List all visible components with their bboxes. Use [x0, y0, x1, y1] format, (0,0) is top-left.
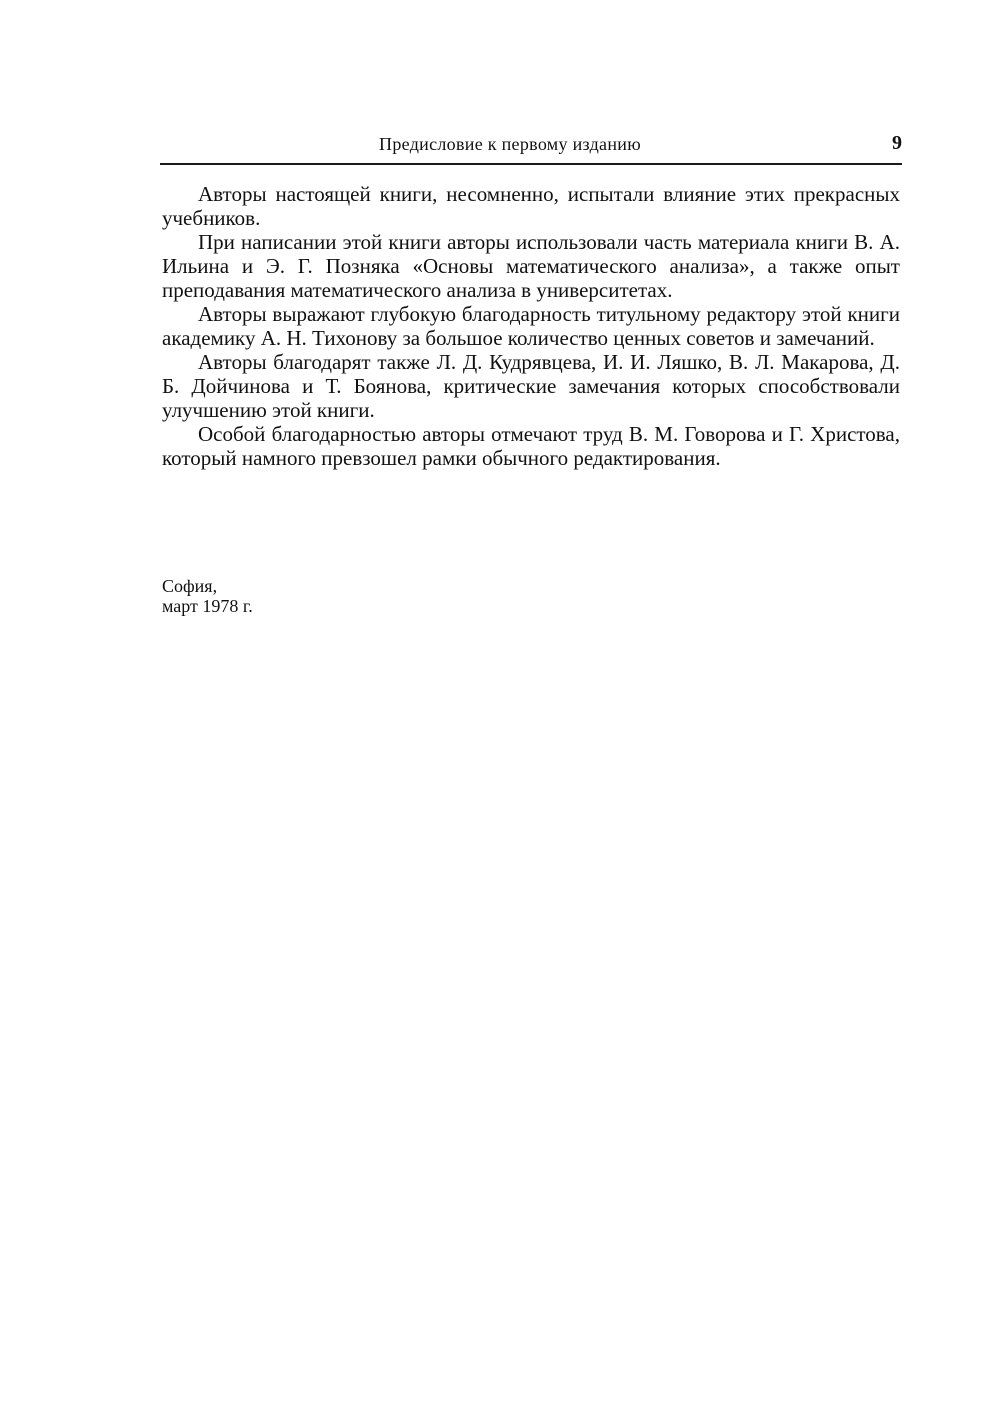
- signature-place: София,: [162, 576, 218, 596]
- paragraph-4: Авторы благодарят также Л. Д. Кудрявцева, И. И. Ляшко, В. Л. Макарова, Д. Б. Дойчинова и Т. Боянова, критические замечания которых способствовали улучшению этой книги.: [162, 350, 900, 422]
- page-number: 9: [892, 132, 902, 154]
- paragraph-2: При написании этой книги авторы использовали часть материала книги В. А. Ильина и Э. Г. Позняка «Основы математического анализа», а также опыт преподавания математического анализа в университетах.: [162, 230, 900, 302]
- running-title: Предисловие к первому изданию: [379, 134, 641, 154]
- paragraph-5: Особой благодарностью авторы отмечают труд В. М. Говорова и Г. Христова, который намного превзошел рамки обычного редактирования.: [162, 422, 900, 470]
- paragraph-1: Авторы настоящей книги, несомненно, испытали влияние этих прекрасных учебников.: [162, 182, 900, 230]
- running-head: [160, 134, 902, 162]
- signature: [162, 576, 253, 616]
- paragraph-3: Авторы выражают глубокую благодарность титульному редактору этой книги академику А. Н. Тихонову за большое количество ценных советов и замечаний.: [162, 302, 900, 350]
- header-rule: [160, 163, 902, 165]
- signature-date: март 1978 г.: [162, 596, 253, 616]
- body-text: [162, 182, 900, 470]
